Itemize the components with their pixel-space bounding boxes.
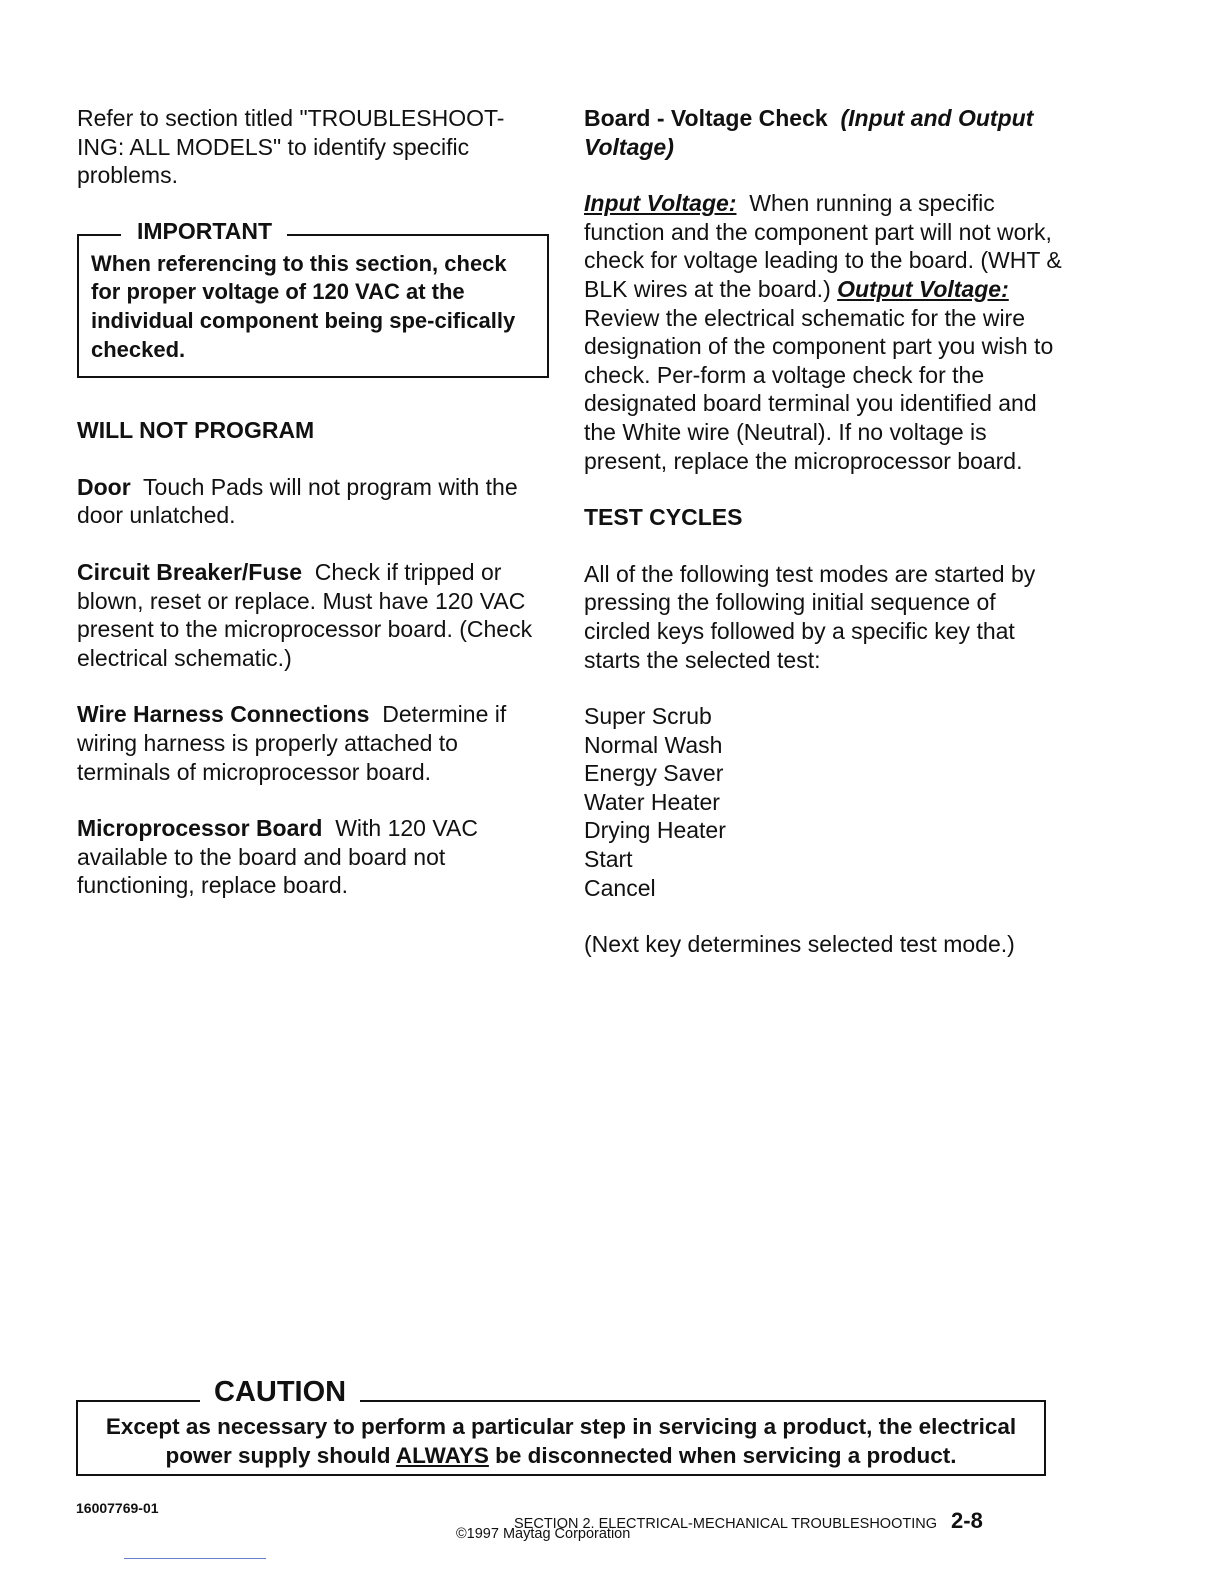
footer-section: SECTION 2. ELECTRICAL-MECHANICAL TROUBLESHOOTING (514, 1516, 937, 1532)
key-list-item: Start (584, 846, 633, 873)
key-list-item: Cancel (584, 874, 656, 901)
intro-paragraph: Refer to section titled "TROUBLESHOOT-ING: ALL MODELS" to identify specific problems. (77, 105, 505, 189)
key-list-item: Energy Saver (584, 760, 724, 787)
door-item (77, 473, 547, 530)
caution-text-part1: Except as necessary to perform a particular step in servicing a product, the electrical power supply should (105, 1414, 1017, 1468)
important-rule-left (77, 234, 121, 236)
important-text: When referencing to this section, check for proper voltage of 120 VAC at the individual component being spe-cifically checked. (91, 250, 516, 362)
caution-box (76, 1376, 1046, 1476)
caution-emphasis: ALWAYS (395, 1443, 489, 1468)
microprocessor-board-item (77, 814, 547, 900)
output-voltage-text: Review the electrical schematic for the wire designation of the component part you wish to check. Per-form a voltage check for the designated board terminal you identified and the White wire (Neutral). If no voltage is present, replace the microprocessor board. (584, 304, 1054, 474)
caution-text (78, 1412, 1044, 1470)
input-output-paragraph (584, 189, 1064, 475)
circuit-breaker-item (77, 558, 547, 672)
caution-rule-left (76, 1400, 200, 1402)
wire-harness-text: Determine if wiring harness is properly attached to terminals of microprocessor board. (77, 701, 507, 785)
board-voltage-heading (584, 104, 1064, 161)
caution-rule-right (360, 1400, 1046, 1402)
document-number: 16007769-01 (76, 1500, 159, 1516)
wire-harness-item (77, 700, 547, 786)
key-list-item: Normal Wash (584, 731, 723, 758)
important-rule-right (287, 234, 549, 236)
board-heading-main: Board - Voltage Check (584, 105, 828, 131)
next-key-note: (Next key determines selected test mode.) (584, 931, 1015, 958)
important-title: IMPORTANT (137, 217, 273, 244)
circuit-breaker-text: Check if tripped or blown, reset or replace. Must have 120 VAC present to the microprocessor board. (Check electrical schematic.) (77, 558, 533, 671)
test-cycles-heading: TEST CYCLES (584, 504, 743, 531)
left-column (77, 104, 547, 900)
input-voltage-text: When running a specific function and the component part will not work, check for voltage leading to the board. (WHT & BLK wires at the board.) (584, 190, 1062, 302)
circuit-breaker-term: Circuit Breaker/Fuse (77, 558, 302, 585)
key-list-item: Drying Heater (584, 817, 726, 844)
board-heading-sub: (Input and Output Voltage) (584, 105, 1034, 160)
important-box (77, 217, 549, 378)
will-not-program-heading: WILL NOT PROGRAM (77, 417, 315, 444)
scan-edge-line (124, 1558, 266, 1559)
caution-title: CAUTION (214, 1376, 347, 1408)
input-voltage-label: Input Voltage: (584, 190, 737, 217)
wire-harness-term: Wire Harness Connections (77, 701, 370, 728)
door-text: Touch Pads will not program with the door unlatched. (77, 473, 518, 529)
door-term: Door (77, 473, 131, 500)
caution-text-part2: be disconnected when servicing a product. (495, 1443, 957, 1468)
key-list-item: Super Scrub (584, 703, 712, 730)
right-column (584, 104, 1064, 959)
test-cycles-intro: All of the following test modes are started by pressing the following initial sequence of circled keys followed by a specific key that starts the selected test: (584, 560, 1036, 673)
microprocessor-board-text: With 120 VAC available to the board and board not functioning, replace board. (77, 815, 478, 899)
key-list-item: Water Heater (584, 788, 720, 815)
microprocessor-board-term: Microprocessor Board (77, 815, 323, 842)
key-list (584, 702, 1064, 902)
footer-copyright: ©1997 Maytag Corporation (456, 1526, 631, 1542)
page-number: 2-8 (951, 1508, 983, 1533)
output-voltage-label: Output Voltage: (837, 275, 1009, 302)
